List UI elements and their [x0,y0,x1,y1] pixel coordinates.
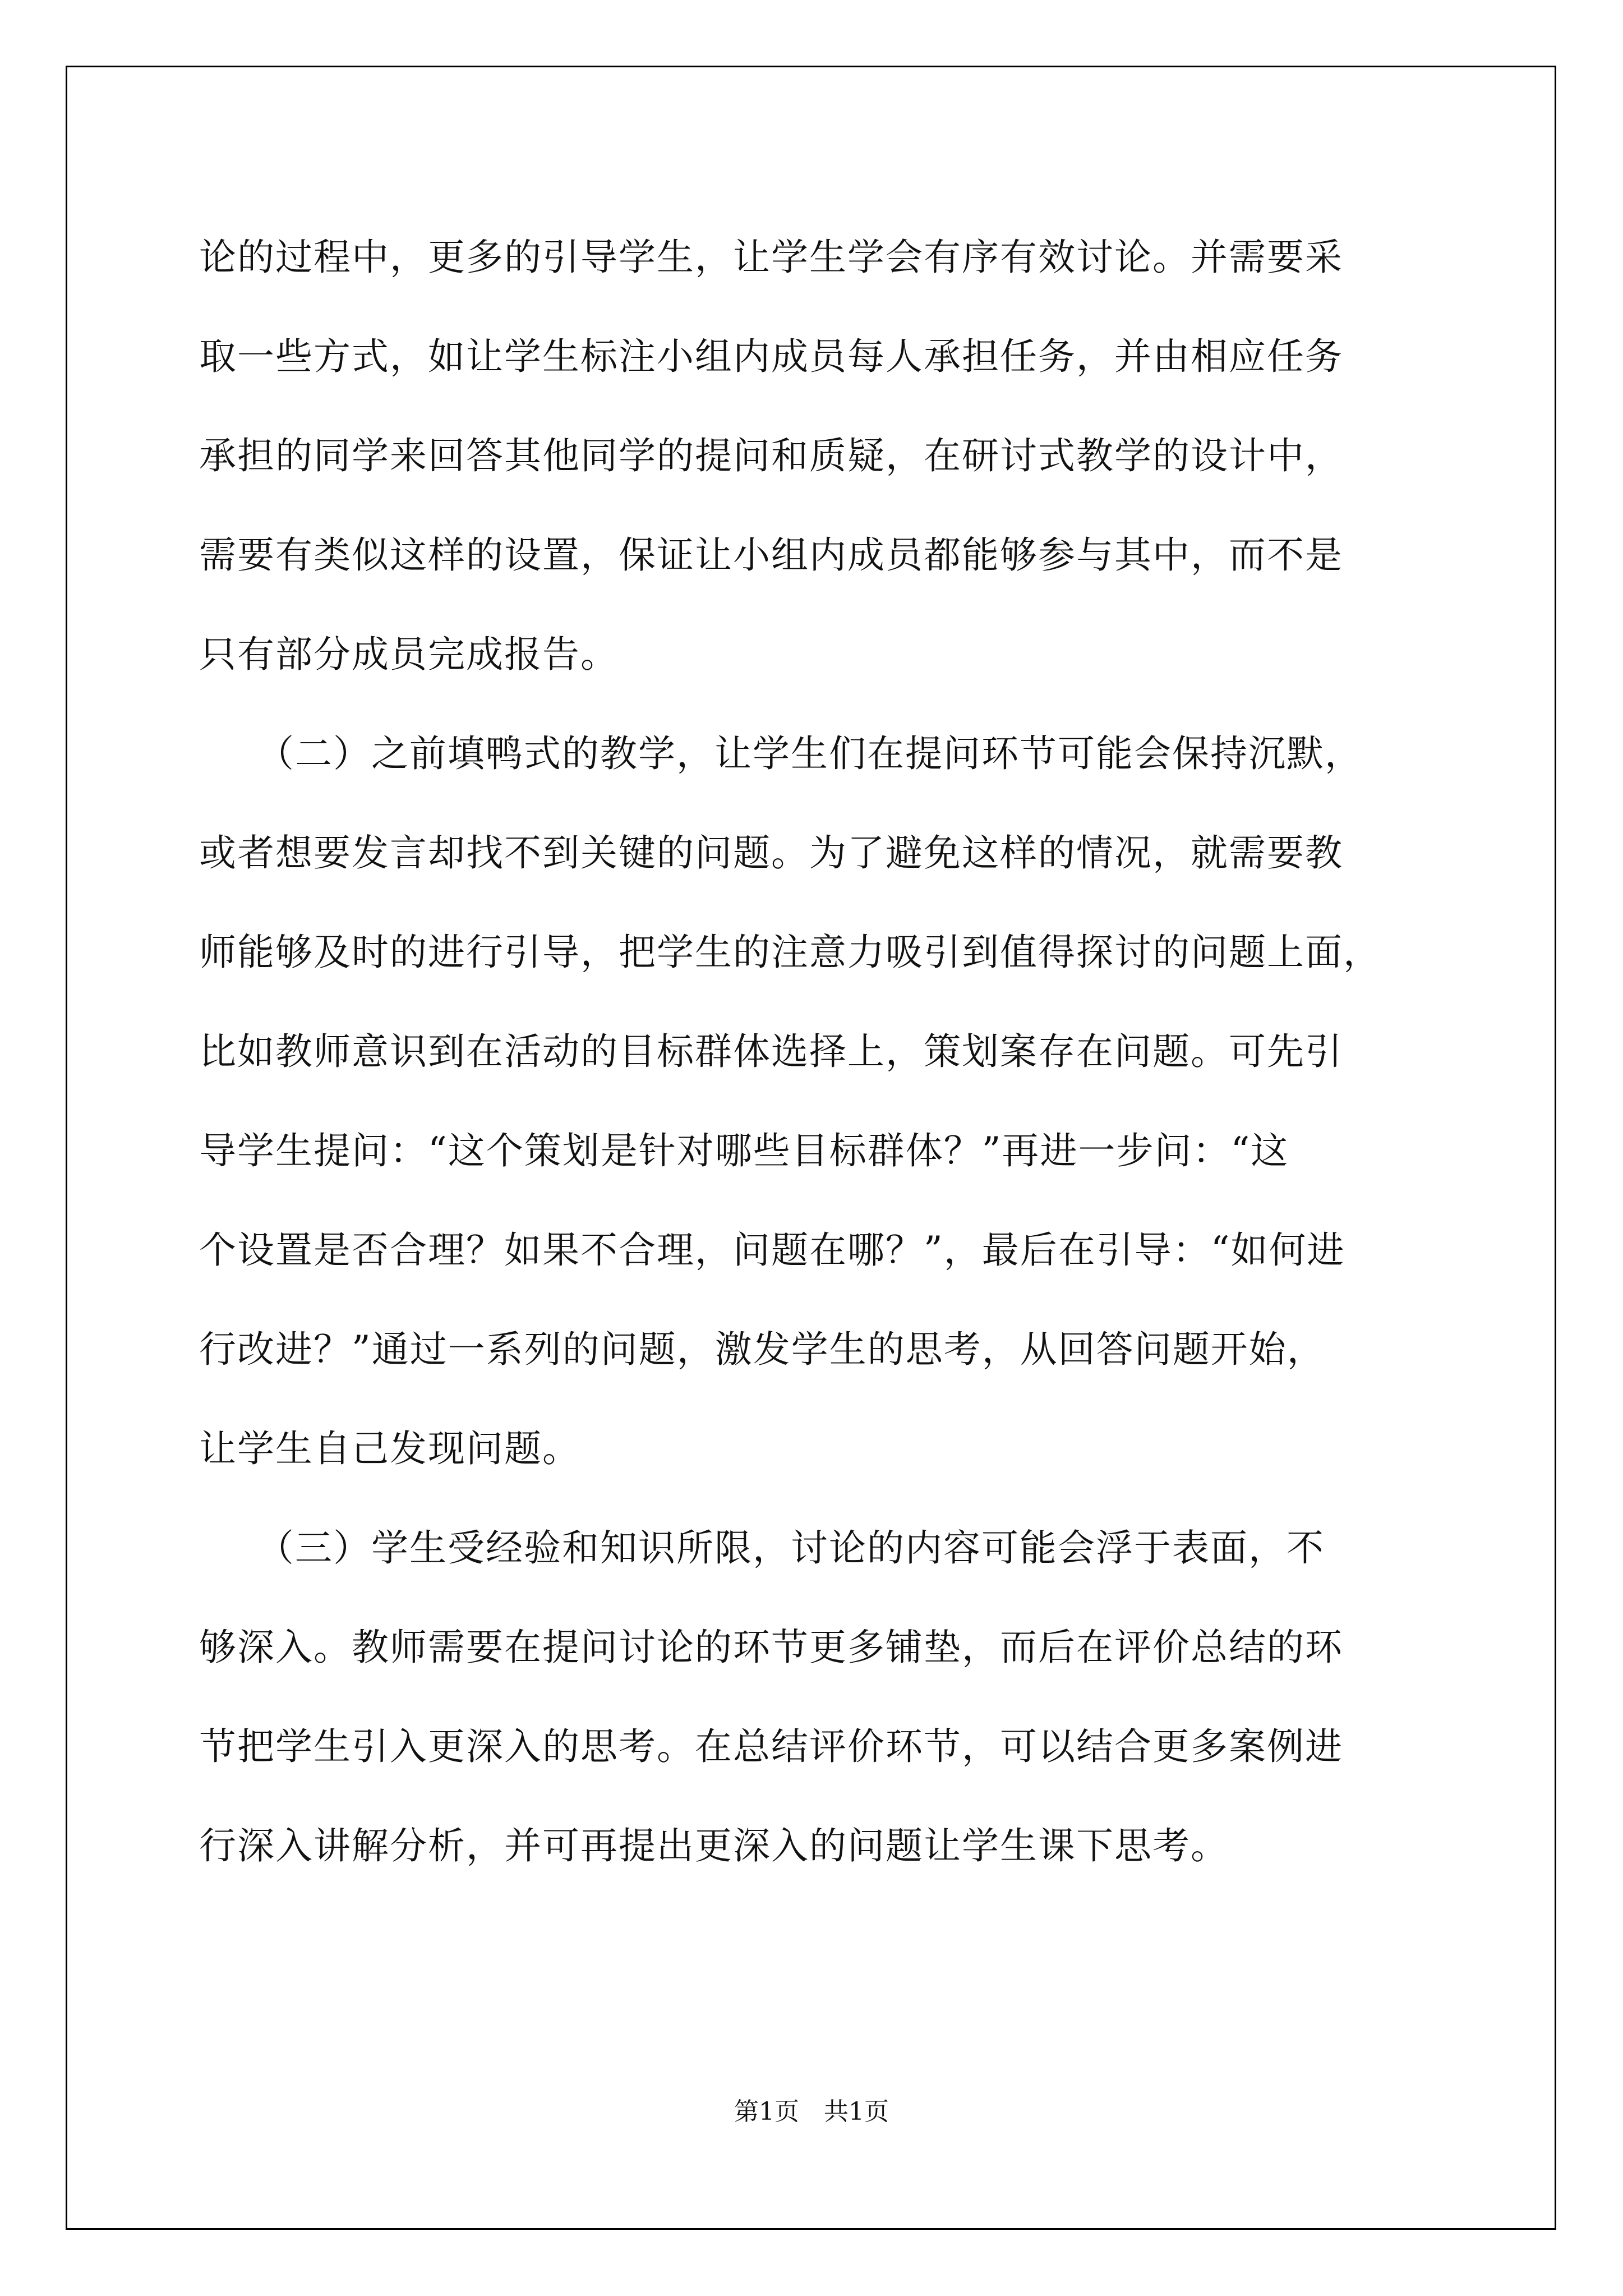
text-line: 行改进？”通过一系列的问题，激发学生的思考，从回答问题开始， [199,1328,1325,1371]
text-line: 行深入讲解分析，并可再提出更深入的问题让学生课下思考。 [199,1824,1229,1867]
text-line: 需要有类似这样的设置，保证让小组内成员都能够参与其中，而不是 [199,533,1343,577]
text-line: 够深入。教师需要在提问讨论的环节更多铺垫，而后在评价总结的环 [199,1626,1343,1669]
text-line: （二）之前填鸭式的教学，让学生们在提问环节可能会保持沉默， [199,732,1363,775]
text-line: （三）学生受经验和知识所限，讨论的内容可能会浮于表面，不 [199,1526,1325,1570]
page-number-footer: 第1页 共1页 [734,2097,889,2126]
document-body [199,208,1438,1895]
text-line: 比如教师意识到在活动的目标群体选择上，策划案存在问题。可先引 [199,1030,1343,1073]
text-line: 取一些方式，如让学生标注小组内成员每人承担任务，并由相应任务 [199,335,1343,378]
text-line: 节把学生引入更深入的思考。在总结评价环节，可以结合更多案例进 [199,1725,1343,1768]
text-line: 导学生提问：“这个策划是针对哪些目标群体？”再进一步问：“这 [199,1129,1289,1172]
text-line: 个设置是否合理？如果不合理，问题在哪？”，最后在引导：“如何进 [199,1228,1345,1272]
text-line: 承担的同学来回答其他同学的提问和质疑，在研讨式教学的设计中， [199,434,1343,477]
text-line: 只有部分成员完成报告。 [199,633,619,676]
text-line: 论的过程中，更多的引导学生，让学生学会有序有效讨论。并需要采 [199,236,1343,279]
text-line: 师能够及时的进行引导，把学生的注意力吸引到值得探讨的问题上面， [199,931,1381,974]
text-line: 让学生自己发现问题。 [199,1427,580,1470]
text-line: 或者想要发言却找不到关键的问题。为了避免这样的情况，就需要教 [199,831,1343,875]
